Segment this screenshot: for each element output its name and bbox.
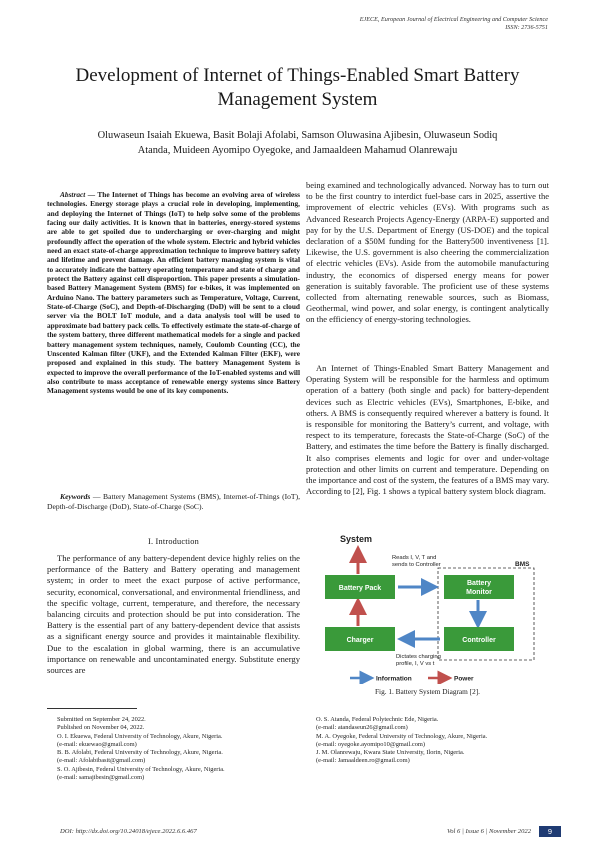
abstract-text: — The Internet of Things has become an evolving area of wireless technologies. Energy storage plays a crucial role in developing, implementing, and deploying the Internet of Things (IoT) to help solve some of the problems facing our daily activities. It is known that in batteries, energy-stored systems are able to get spoiled due to undercharging or over-charging and might profoundly affect the operation of the whole system. Electric and hybrid vehicles need an exact state-of-charge approximation technique to improve battery safety and lifetime and prevent damage. An efficient battery managing system is vital to accurately indicate the battery operating temperature and state of charge and protect the Battery against cell disproportion. This paper presents a simulation-based Battery Management System (BMS) for e-bikes, it was implemented on Arduino Nano. The battery parameters such as Temperature, Voltage, Current, State-of-Charge (SoC), and Depth-of-Discharging (DoD) will be sent to a cloud server via the BOLT IoT module, and a data analysis tool will be used to approximate bad battery pack cells. To effectively estimate the state-of-charge of the system battery, three different mathematical models for a single and packed battery management system techniques, namely, Coulomb Counting (CC), the Unscented Kalman filter (UKF), and the Extended Kalman Filter (EKF), were proposed and explained in this study. The battery Management System is expected to improve the overall performance of the IoT-enabled systems and will also contribute to mass acceptance of renewable energy systems since Battery Management systems would be one of its key components. [47, 190, 300, 396]
dictates-label-2: profile, I, V vs t [396, 661, 435, 667]
right-paragraph-1: being examined and technologically advanced. Norway has to turn out to be the first country to interdict fuel-base cars in 2025, assertive the improvement of electric vehicles (EVs). With programs such as Advanced Research Projects Agency-Energy (ARPA-E) supported and pay for by the U.S. Department of Energy (US-DOE) and the topical declaration of a $50M funding for the Battery500 inventiveness [1]. Likewise, the U.S. government is also cheering the commercialization of electric vehicles (EVs). Aside from the automobile manufacturing industry, the economics of dispersed energy means for power generation is suitably favorable. The proficient use of these systems collected from alternating renewable sources, such as Biomass, Geothermal, wind power, and solar energy, is contingent analytically on the efficiency of energy-storing technologies. [306, 180, 549, 325]
section-heading-introduction: I. Introduction [148, 537, 199, 546]
footnote-line: M. A. Oyegoke, Federal University of Technology, Akure, Nigeria. [316, 732, 488, 740]
journal-name: EJECE, European Journal of Electrical Engineering and Computer Science [359, 16, 548, 23]
author-list [50, 128, 545, 158]
footnote-line: (e-mail: Afolabibasit@gmail.com) [57, 757, 146, 765]
footnote-line: O. I. Ekuewa, Federal University of Technology, Akure, Nigeria. [57, 732, 223, 740]
keywords [47, 492, 300, 512]
authors-line-2: Atanda, Muideen Ayomipo Oyegoke, and Jamaaldeen Mahamud Olanrewaju [137, 145, 458, 156]
authors-line-1: Oluwaseun Isaiah Ekuewa, Basit Bolaji Afolabi, Samson Oluwasina Ajibesin, Oluwaseun Sodiq [97, 130, 498, 141]
legend-power-label: Power [454, 675, 474, 683]
footnote-line: S. O. Ajibesin, Federal University of Technology, Akure, Nigeria. [57, 765, 225, 773]
right-paragraph-2: An Internet of Things-Enabled Smart Battery Management and Operating System will be responsible for the harmless and optimum operation of a battery (both single and pack) for battery-dependent devices such as Electric vehicles (EVs), Smartphones, E-bike, and others. A BMS is consequently required wherever a battery is found. It is responsible for monitoring the Battery’s current, and voltage, with respect to its temperature, forecasts the State-of-Charge (SoC) of the Battery, and estimates the time before the Battery is finally discharged. It also comprises elements and logic for over and under-voltage protection and other limits on current and temperature. Depending on the importance and cost of the system, the features of a BMS may vary. According to [2], Fig. 1 shows a typical battery system block diagram. [306, 363, 549, 497]
footnote-line: (e-mail: samajibesin@gmail.com) [57, 773, 145, 781]
footnote-line: (e-mail: ekuewao@gmail.com) [57, 740, 137, 748]
footnote-line: Published on November 04, 2022. [57, 724, 145, 732]
footnote-rule [47, 708, 137, 709]
charger-label: Charger [346, 637, 374, 644]
reads-label-1: Reads I, V, T and [392, 555, 437, 561]
journal-header [360, 16, 548, 32]
battery-system-diagram [320, 532, 540, 684]
footnote-line: O. S. Atanda, Federal Polytechnic Ede, Nigeria. [316, 716, 439, 723]
abstract [47, 190, 300, 396]
journal-issn: ISSN: 2736-5751 [505, 24, 548, 31]
volume-info: Vol 6 | Issue 6 | November 2022 [446, 828, 531, 835]
dictates-label-1: Dictates charging [396, 654, 441, 660]
footnote-line: (e-mail: oyegoke.ayomipo10@gmail.com) [316, 740, 425, 748]
battery-pack-label: Battery Pack [338, 585, 382, 592]
footnote-line: B. B. Afolabi, Federal University of Technology, Akure, Nigeria. [57, 749, 223, 756]
page-number: 9 [539, 826, 561, 837]
footnote-line: Submitted on September 24, 2022. [57, 716, 146, 723]
battery-monitor-label-1: Battery [466, 580, 492, 587]
bms-label: BMS [515, 561, 530, 568]
footnotes-left [57, 716, 297, 782]
footnotes-right [316, 716, 556, 766]
figure-caption: Fig. 1. Battery System Diagram [2]. [375, 687, 480, 696]
footnote-line: (e-mail: Jamaaldeen.ro@gmail.com) [316, 757, 410, 765]
controller-label: Controller [462, 637, 496, 644]
introduction-paragraph: The performance of any battery-dependent device highly relies on the performance of the Battery and Battery operating and management system; in order to meet the exact purpose of active performance, security, economical, conversational, and environmental friendliness, and the specific voltage, current, temperature, and therefore, the necessary balancing circuits and protection should be put into consideration. The Battery is the essential part of any battery-dependent device that assists as a significant energy source and provides it maintainable flexibility. Due to the escalation in global warming, there is an accumulative importance on renewable and uncontaminated energy. Substitute energy sources are [47, 553, 300, 676]
abstract-lead: Abstract [60, 190, 86, 199]
paper-title: Development of Internet of Things-Enabled Smart Battery Management System [75, 65, 520, 110]
footnote-line: (e-mail: atandaseun26@gmail.com) [316, 724, 408, 732]
keywords-text: — Battery Management Systems (BMS), Internet-of-Things (IoT), Depth-of-Discharge (DoD), State-of-Charge (SoC). [47, 492, 300, 511]
system-label: System [340, 534, 373, 544]
reads-label-2: sends to Controller [392, 562, 441, 568]
footnote-line: J. M. Olanrewaju, Kwara State University, Ilorin, Nigeria. [316, 749, 465, 756]
keywords-lead: Keywords [60, 492, 91, 501]
legend-information-label: Information [376, 675, 412, 683]
doi-link[interactable]: DOI: http://dx.doi.org/10.24018/ejece.2022.6.6.467 [60, 828, 197, 835]
battery-monitor-label-2: Monitor [466, 589, 492, 596]
